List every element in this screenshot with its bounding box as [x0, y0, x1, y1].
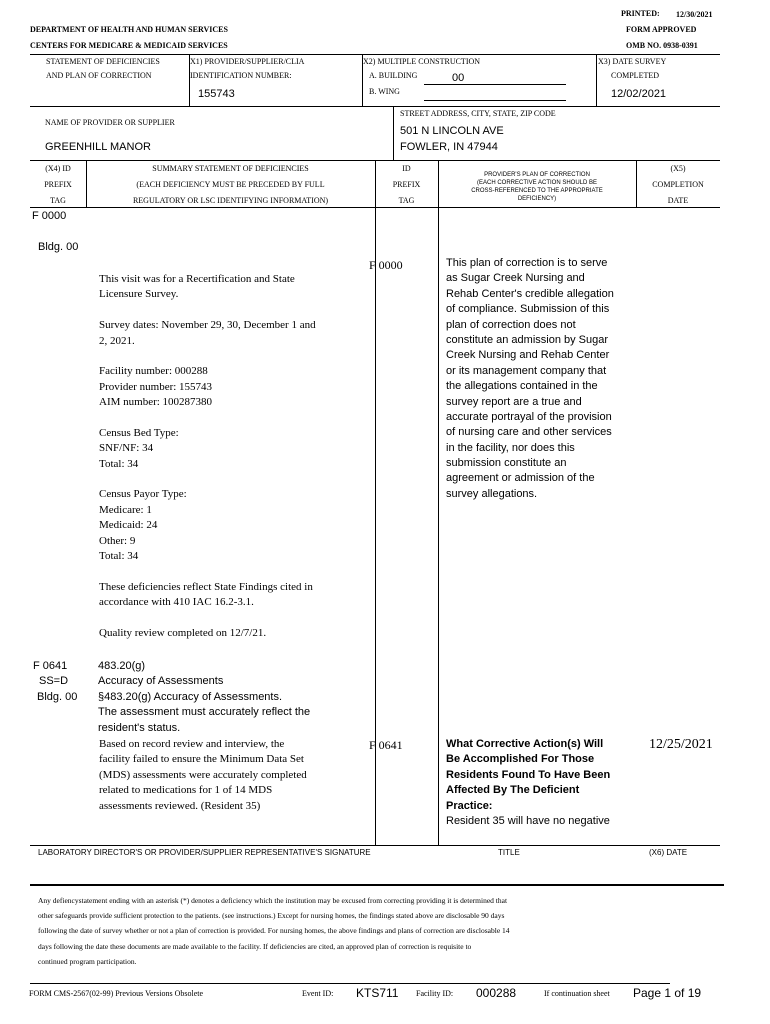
disclaimer-line: Any defiencystatement ending with an asterisk (*) denotes a deficiency which the institution may be excused from correcting providing it is determined that	[38, 896, 508, 905]
summary-line: The assessment must accurately reflect the	[98, 706, 311, 719]
summary-line: Total: 34	[99, 457, 139, 470]
plan-line: Be Accomplished For Those	[446, 753, 595, 766]
disclaimer	[38, 893, 598, 969]
plan-line: as Sugar Creek Nursing and	[446, 272, 585, 285]
plan-line: Affected By The Deficient	[446, 784, 580, 797]
summary-line: related to medications for 1 of 14 MDS	[99, 784, 273, 797]
x5-header: (X5)	[670, 164, 686, 173]
plan-line: or its management company that	[446, 364, 607, 377]
summary-line: Total: 34	[99, 550, 139, 563]
entry1-summary	[99, 272, 316, 641]
signature-label: LABORATORY DIRECTOR'S OR PROVIDER/SUPPLIER REPRESENTATIVE'S SIGNATURE	[38, 848, 371, 857]
wing-label: B. WING	[369, 87, 400, 96]
plan-line: of compliance. Submission of this	[446, 303, 610, 316]
plan-line: of nursing care and other services	[446, 426, 612, 439]
plan-line: Creek Nursing and Rehab Center	[446, 349, 610, 362]
plan-line: Residents Found To Have Been	[446, 768, 611, 781]
summary-line: Medicaid: 24	[99, 519, 158, 532]
entry2-plan-tag: F 0641	[369, 738, 403, 752]
entry2-plan-text: Resident 35 will have no negative	[446, 815, 610, 827]
entry2-tag-line: F 0641	[33, 660, 68, 672]
summary-line	[99, 564, 316, 579]
facility-id: 000288	[476, 986, 517, 1000]
printed-date: 12/30/2021	[676, 10, 713, 19]
building-underline	[424, 84, 566, 85]
plan-line: plan of correction does not	[446, 318, 576, 331]
department-name: DEPARTMENT OF HEALTH AND HUMAN SERVICES	[30, 25, 228, 34]
plan-line: in the facility, nor does this	[446, 441, 575, 454]
signature-rule	[30, 884, 724, 886]
omb-number: OMB NO. 0938-0391	[626, 41, 698, 50]
summary-line: facility failed to ensure the Minimum Data Set	[99, 753, 304, 766]
entry2-completion-date: 12/25/2021	[649, 737, 713, 752]
facility-id-label: Facility ID:	[416, 989, 454, 998]
event-id-label: Event ID:	[302, 989, 334, 998]
summary-line: Survey dates: November 29, 30, December 1 and	[99, 319, 316, 332]
summary-line: Provider number: 155743	[99, 380, 213, 393]
entry2-tag-line: Bldg. 00	[37, 690, 78, 703]
summary-line: Medicare: 1	[99, 503, 152, 516]
entry1-plan-tag: F 0000	[369, 258, 403, 272]
date-label: (X6) DATE	[649, 848, 688, 857]
disclaimer-line: continued program participation.	[38, 956, 137, 966]
event-id: KTS711	[356, 986, 399, 1000]
summary-line: Other: 9	[99, 534, 136, 547]
summary-line	[99, 303, 316, 318]
continuation-label: If continuation sheet	[544, 989, 610, 998]
plan-line: Practice:	[446, 799, 493, 812]
city-state-zip: FOWLER, IN 47944	[400, 141, 498, 153]
provider-name: GREENHILL MANOR	[45, 141, 151, 153]
summary-line: These deficiencies reflect State Findings cited in	[99, 580, 313, 593]
entry2-tag-line: SS=D	[39, 675, 69, 688]
summary-line: Based on record review and interview, the	[99, 738, 285, 750]
summary-line: assessments reviewed. (Resident 35)	[99, 799, 261, 812]
x4-header: (X4) ID	[45, 164, 71, 173]
address-label: STREET ADDRESS, CITY, STATE, ZIP CODE	[400, 109, 556, 118]
plan-line: agreement or admission of the	[446, 472, 595, 485]
summary-line: Census Payor Type:	[99, 488, 187, 501]
summary-line	[99, 411, 316, 426]
provider-id: 155743	[198, 88, 235, 100]
x3-label: X3) DATE SURVEY	[598, 57, 667, 66]
x1-label-2: IDENTIFICATION NUMBER:	[190, 71, 292, 80]
summary-line: §483.20(g) Accuracy of Assessments.	[98, 690, 283, 703]
plan-line: survey report are a true and	[446, 395, 582, 408]
plan-header-3: CROSS-REFERENCED TO THE APPROPRIATE	[471, 188, 603, 194]
provider-name-label: NAME OF PROVIDER OR SUPPLIER	[45, 118, 175, 127]
divider	[393, 106, 394, 160]
footer-rule	[30, 983, 670, 984]
id-header-3: TAG	[398, 196, 415, 205]
summary-line	[99, 472, 316, 487]
x3-label-2: COMPLETED	[611, 71, 659, 80]
survey-date: 12/02/2021	[611, 88, 667, 100]
page-number: Page 1 of 19	[633, 986, 702, 1000]
printed-label: PRINTED:	[621, 9, 660, 18]
disclaimer-line: days following the date these documents are made available to the facility. If deficiencies are cited, an approved plan of correction is requisite to	[38, 941, 472, 951]
summary-line: AIM number: 100287380	[99, 396, 213, 409]
id-header: ID	[402, 164, 411, 173]
summary-header-2: (EACH DEFICIENCY MUST BE PRECEDED BY FULL	[136, 180, 325, 189]
entry2-summary-heading	[98, 659, 310, 736]
centers-name: CENTERS FOR MEDICARE & MEDICAID SERVICES	[30, 41, 228, 50]
disclaimer-line: other safeguards provide sufficient protection to the patients. (see instructions.) Except for nursing homes, the findings stated above are disclosable 90 days	[38, 911, 505, 921]
summary-line	[99, 611, 316, 626]
building-label: A. BUILDING	[369, 71, 418, 80]
disclaimer-line: following the date of survey whether or not a plan of correction is provided. For nursing homes, the above findings and plans of correction are disclosable 14	[38, 926, 510, 936]
building-value: 00	[452, 72, 465, 84]
x1-label: X1) PROVIDER/SUPPLIER/CLIA	[190, 57, 305, 66]
summary-line: 2, 2021.	[99, 334, 135, 347]
entry1-tag: F 0000	[32, 210, 67, 222]
summary-header-3: REGULATORY OR LSC IDENTIFYING INFORMATION)	[132, 196, 329, 205]
street-address: 501 N LINCOLN AVE	[400, 125, 504, 137]
entry2-summary-body	[99, 737, 307, 814]
summary-header: SUMMARY STATEMENT OF DEFICIENCIES	[152, 164, 309, 173]
entry1-plan	[446, 256, 614, 502]
x4-header-3: TAG	[50, 196, 66, 205]
form-number: FORM CMS-2567(02-99) Previous Versions Obsolete	[29, 989, 204, 998]
form-approved: FORM APPROVED	[626, 25, 697, 34]
row-border	[30, 845, 720, 846]
entry2-plan-heading	[446, 737, 610, 814]
x5-header-2: COMPLETION	[652, 180, 704, 189]
summary-line: (MDS) assessments were accurately completed	[99, 768, 307, 781]
summary-line: 483.20(g)	[98, 660, 146, 672]
plan-header-4: DEFICIENCY)	[517, 196, 557, 202]
summary-line: resident's status.	[98, 721, 181, 734]
plan-line: This plan of correction is to serve	[446, 257, 608, 269]
id-header-2: PREFIX	[392, 180, 421, 189]
entry2-tag	[33, 659, 77, 705]
wing-underline	[424, 100, 566, 101]
summary-line: Accuracy of Assessments	[98, 675, 224, 688]
plan-line: the allegations contained in the	[446, 380, 598, 393]
plan-line: constitute an admission by Sugar	[446, 333, 609, 346]
plan-line: Rehab Center's credible allegation	[446, 287, 614, 300]
statement-label-2: AND PLAN OF CORRECTION	[46, 71, 152, 80]
summary-line: Quality review completed on 12/7/21.	[99, 626, 267, 639]
statement-label: STATEMENT OF DEFICIENCIES	[46, 57, 160, 66]
summary-line: SNF/NF: 34	[99, 442, 154, 455]
plan-line: survey allegations.	[446, 487, 538, 500]
x4-header-2: PREFIX	[44, 180, 72, 189]
x2-label: X2) MULTIPLE CONSTRUCTION	[363, 57, 481, 66]
summary-line: Census Bed Type:	[99, 426, 179, 439]
plan-line: accurate portrayal of the provision	[446, 410, 612, 423]
summary-line: This visit was for a Recertification and State	[99, 273, 295, 285]
plan-line: submission constitute an	[446, 457, 567, 470]
plan-header: PROVIDER'S PLAN OF CORRECTION	[484, 172, 590, 178]
divider	[438, 160, 439, 845]
divider	[596, 54, 597, 106]
entry1-bldg: Bldg. 00	[38, 241, 79, 253]
top-box-border	[30, 54, 720, 55]
x5-header-3: DATE	[667, 196, 689, 205]
plan-line: What Corrective Action(s) Will	[446, 738, 604, 750]
summary-line: Facility number: 000288	[99, 365, 208, 378]
summary-line	[99, 349, 316, 364]
plan-header-2: (EACH CORRECTIVE ACTION SHOULD BE	[476, 180, 598, 186]
summary-line: accordance with 410 IAC 16.2-3.1.	[99, 596, 254, 609]
summary-line: Licensure Survey.	[99, 288, 179, 301]
title-label: TITLE	[498, 848, 520, 857]
row-border	[30, 106, 720, 107]
